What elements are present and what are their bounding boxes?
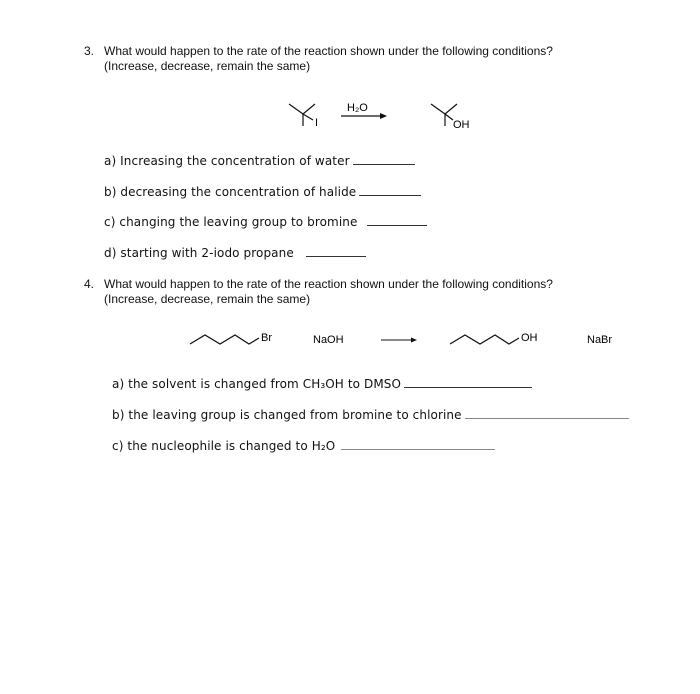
q3-part-a-answer-blank[interactable] bbox=[353, 163, 415, 165]
q3-part-c bbox=[104, 215, 427, 229]
q4-part-c bbox=[112, 439, 495, 453]
q4-part-c-answer-blank[interactable] bbox=[341, 448, 495, 450]
butanol-structure bbox=[450, 335, 519, 344]
q3-part-b bbox=[104, 185, 421, 199]
q4-part-a bbox=[112, 377, 532, 391]
q3-prompt: What would happen to the rate of the reaction shown under the following conditions? bbox=[104, 44, 553, 58]
q4-part-c-text: c) the nucleophile is changed to H₂O bbox=[112, 439, 336, 453]
q4-part-b-answer-blank[interactable] bbox=[465, 417, 629, 419]
q4-part-b bbox=[112, 408, 629, 422]
q3-number: 3. bbox=[84, 44, 95, 58]
q4-reactant-group: Br bbox=[261, 332, 272, 344]
q3-part-d-text: d) starting with 2-iodo propane bbox=[104, 246, 294, 260]
q3-part-b-text: b) decreasing the concentration of halide bbox=[104, 185, 357, 199]
q3-part-c-answer-blank[interactable] bbox=[367, 224, 427, 226]
q3-part-c-text: c) changing the leaving group to bromine bbox=[104, 215, 358, 229]
q3-product-group: OH bbox=[453, 119, 470, 131]
q4-instructions: (Increase, decrease, remain the same) bbox=[104, 292, 311, 306]
q3-part-a-text: a) Increasing the concentration of water bbox=[104, 154, 350, 168]
q4-prompt: What would happen to the rate of the reaction shown under the following conditions? bbox=[104, 277, 553, 291]
q3-reaction-scheme bbox=[285, 94, 515, 139]
q4-part-b-text: b) the leaving group is changed from bromine to chlorine bbox=[112, 408, 462, 422]
q4-part-a-answer-blank[interactable] bbox=[404, 386, 532, 388]
tert-butyl-iodide-structure bbox=[289, 104, 315, 126]
q3-part-b-answer-blank[interactable] bbox=[359, 194, 421, 196]
q3-reagent: H₂O bbox=[347, 102, 368, 114]
q4-reagent: NaOH bbox=[313, 334, 344, 346]
q4-reaction-arrow bbox=[381, 338, 417, 343]
q3-part-d bbox=[104, 246, 366, 260]
q4-number: 4. bbox=[84, 277, 95, 291]
q3-instructions: (Increase, decrease, remain the same) bbox=[104, 59, 311, 73]
q4-byproduct: NaBr bbox=[587, 334, 613, 346]
q4-reaction-scheme bbox=[185, 322, 635, 357]
bromobutane-structure bbox=[190, 335, 259, 344]
q4-product-group: OH bbox=[521, 332, 538, 344]
q4-part-a-text: a) the solvent is changed from CH₃OH to DMSO bbox=[112, 377, 402, 391]
q3-iodine-label: I bbox=[315, 117, 319, 129]
q3-part-d-answer-blank[interactable] bbox=[306, 255, 366, 257]
q3-part-a bbox=[104, 154, 415, 168]
